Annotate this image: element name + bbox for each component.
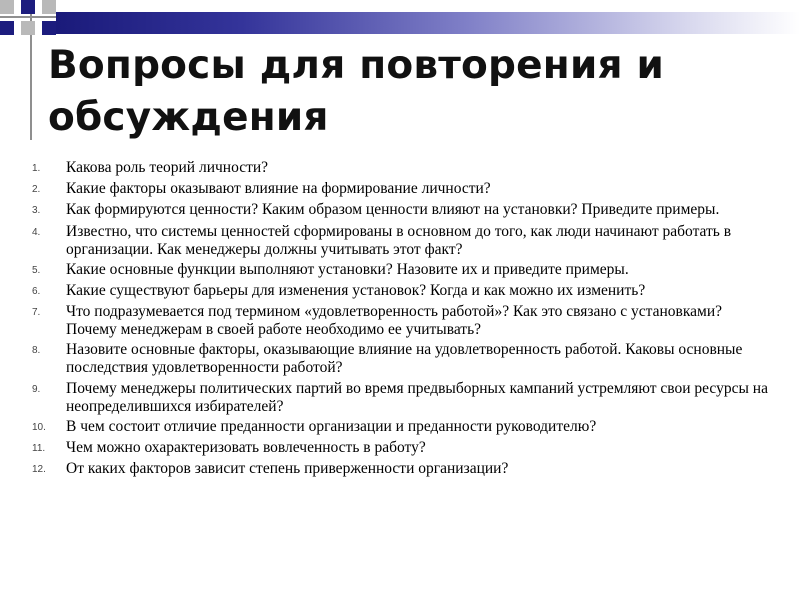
question-item (32, 201, 772, 220)
question-text: Известно, что системы ценностей сформированы в основном до того, как люди начинают работать в организации. Как менеджеры должны учитывать этот факт? (66, 222, 732, 258)
question-text: Что подразумевается под термином «удовлетворенность работой»? Как это связано с установками? Почему менеджерам в своей работе необходимо ее учитывать? (66, 303, 723, 339)
question-item (32, 261, 772, 280)
question-number: 5. (32, 264, 41, 276)
question-item (32, 303, 772, 339)
slide-title: Вопросы для повторения и обсуждения (48, 43, 665, 140)
decoration-horizontal-line (0, 16, 56, 18)
question-text: Чем можно охарактеризовать вовлеченность в работу? (66, 438, 426, 456)
question-text: Как формируются ценности? Каким образом ценности влияют на установки? Приведите примеры. (66, 201, 720, 219)
question-number: 4. (32, 226, 41, 238)
question-number: 11. (32, 442, 46, 454)
question-item (32, 439, 772, 458)
decoration-square (0, 21, 14, 35)
question-item (32, 159, 772, 178)
question-text: Какие основные функции выполняют установки? Назовите их и приведите примеры. (66, 260, 629, 278)
question-item (32, 418, 772, 437)
question-text: Назовите основные факторы, оказывающие влияние на удовлетворенность работой. Каковы основные последствия удовлетворенности работой? (66, 341, 743, 377)
question-number: 3. (32, 205, 41, 217)
question-list (32, 159, 772, 481)
decoration-square (0, 0, 14, 14)
question-number: 7. (32, 307, 41, 319)
question-number: 6. (32, 285, 41, 297)
question-number: 10. (32, 421, 46, 433)
question-item (32, 282, 772, 301)
title-decoration-band (56, 12, 800, 34)
decoration-square (21, 21, 35, 35)
question-item (32, 460, 772, 479)
question-number: 12. (32, 464, 46, 476)
question-text: Почему менеджеры политических партий во время предвыборных кампаний устремляют свои ресурсы на неопределившихся избирателей? (66, 379, 768, 415)
question-number: 9. (32, 383, 41, 395)
question-text: Какова роль теорий личности? (66, 159, 269, 176)
decoration-square (42, 0, 56, 14)
question-text: От каких факторов зависит степень приверженности организации? (66, 460, 509, 478)
question-item (32, 380, 772, 416)
question-item (32, 341, 772, 377)
question-text: В чем состоит отличие преданности организации и преданности руководителю? (66, 417, 597, 435)
decoration-square (21, 0, 35, 14)
question-text: Какие факторы оказывают влияние на формирование личности? (66, 180, 491, 198)
question-item (32, 180, 772, 199)
question-text: Какие существуют барьеры для изменения установок? Когда и как можно их изменить? (66, 281, 646, 299)
question-number: 1. (32, 163, 41, 174)
decoration-square (42, 21, 56, 35)
question-number: 8. (32, 345, 41, 357)
question-item (32, 223, 772, 259)
question-number: 2. (32, 184, 41, 196)
